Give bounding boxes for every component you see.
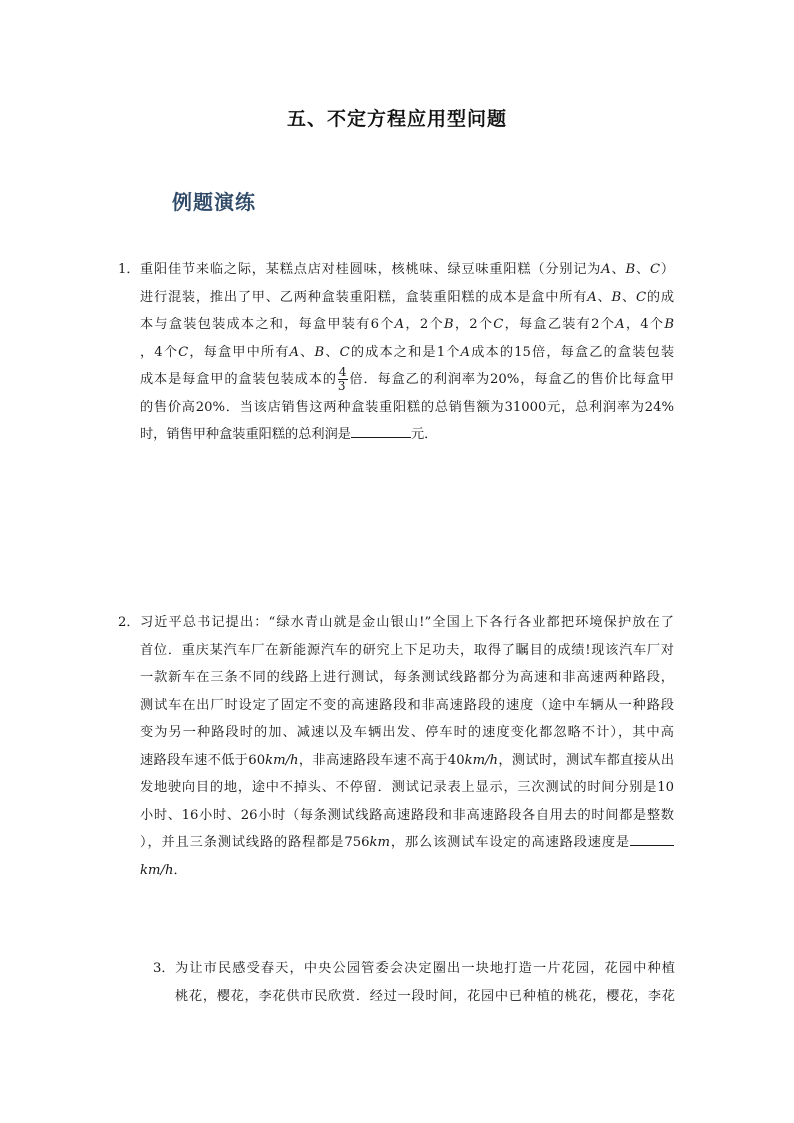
problem-line: 速路段车速不低于60km/h，非高速路段车速不高于40km/h，测试时，测试车都直接从出 (140, 752, 675, 768)
problem-line: ，4个C，每盒甲中所有A、B、C的成本之和是1个A成本的15倍，每盒乙的盒装包装 (140, 344, 675, 360)
problem-line: 时，销售甲种盒装重阳糕的总利润是 元． (140, 421, 674, 449)
problem-number: 3． (153, 961, 175, 976)
page-title: 五、不定方程应用型问题 (286, 108, 507, 130)
problem-line: 进行混装，推出了甲、乙两种盒装重阳糕，盒装重阳糕的成本是盒中所有A、B、C的成 (140, 289, 675, 305)
problem-line: 本与盒装包装成本之和，每盒甲装有6个A，2个B，2个C，每盒乙装有2个A，4个B (140, 317, 675, 332)
problem-line: 小时、16小时、26小时（每条测试线路高速路段和非高速路段各自用去的时间都是整数 (140, 807, 674, 823)
problem-line: ），并且三条测试线路的路程都是756km，那么该测试车设定的高速路段速度是 (140, 829, 674, 857)
problem-3 (153, 955, 675, 1010)
problem-line: km/h． (140, 862, 187, 878)
problem-line: 首位．重庆某汽车厂在新能源汽车的研究上下足功夫，取得了瞩目的成绩!现该汽车厂对 (140, 642, 674, 658)
fraction: $\frac{4}{3}$ (337, 365, 347, 393)
problem-line: 变为另一种路段时的加、减速以及车辆出发、停车时的速度变化都忽略不计），其中高 (140, 725, 674, 740)
section-heading: 例题演练 (172, 190, 256, 214)
problem-number: 2． (118, 615, 140, 630)
problem-line: 的售价高20%．当该店销售这两种盒装重阳糕的总销售额为31000元，总利润率为24% (140, 399, 674, 415)
problem-line: 发地驶向目的地，途中不掉头、不停留．测试记录表上显示，三次测试的时间分别是10 (140, 780, 674, 795)
answer-blank[interactable] (630, 831, 674, 846)
problem-line: 桃花，樱花，李花供市民欣赏．经过一段时间，花园中已种植的桃花，樱花，李花 (175, 988, 675, 1004)
problem-line: 重阳佳节来临之际，某糕点店对桂圆味，核桃味、绿豆味重阳糕（分别记为A、B、C） (140, 262, 675, 277)
answer-blank[interactable] (351, 423, 411, 438)
problem-line: 测试车在出厂时设定了固定不变的高速路段和非高速路段的速度（途中车辆从一种路段 (140, 697, 674, 713)
problem-line: 成本是每盒甲的盒装包装成本的 $\frac{4}{3}$ 倍．每盒乙的利润率为20%，每盒乙的售价比每盒甲 (140, 365, 675, 393)
problem-line: 一款新车在三条不同的线路上进行测试，每条测试线路都分为高速和非高速两种路段， (140, 670, 674, 685)
problem-number: 1． (118, 262, 140, 277)
problem-line: 为让市民感受春天，中央公园管委会决定圈出一块地打造一片花园，花园中种植 (175, 961, 675, 976)
problem-2 (118, 609, 675, 884)
problem-line: 习近平总书记提出：“绿水青山就是金山银山!”全国上下各行各业都把环境保护放在了 (140, 615, 674, 630)
problem-1 (118, 256, 675, 449)
